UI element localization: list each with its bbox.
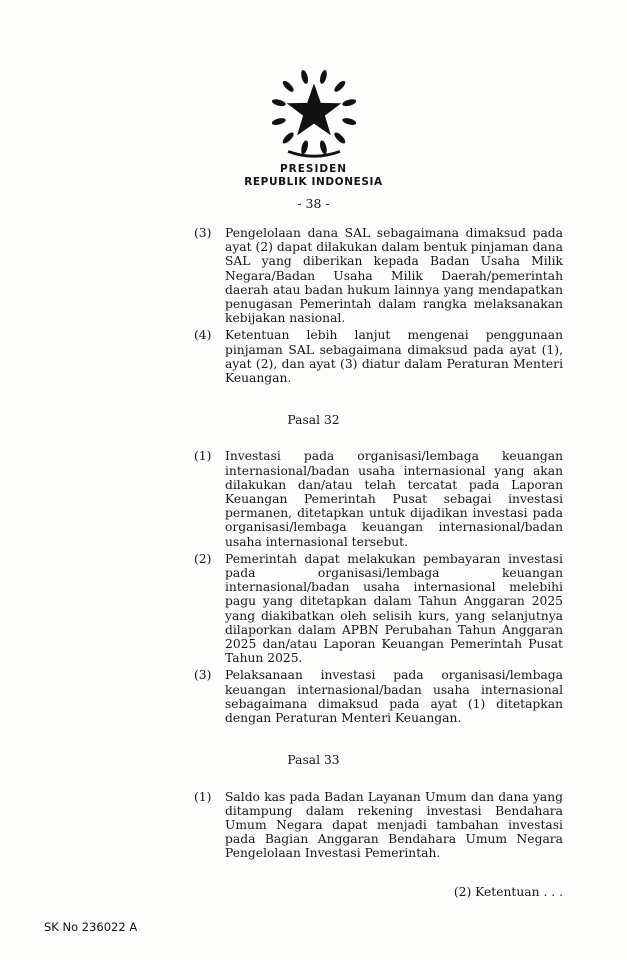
clause-number: (4) (194, 328, 212, 343)
clause-number: (3) (194, 226, 212, 240)
clause-number: (1) (194, 449, 212, 464)
document-body (0, 226, 627, 899)
continuation-marker: (2) Ketentuan . . . (453, 884, 563, 899)
presidential-seal-icon (0, 68, 627, 166)
page-number: - 38 - (297, 196, 330, 211)
clause-text: Pelaksanaan investasi pada organisasi/lembaga keuangan internasional/badan usaha internasional sebagaimana dimaksud pada ayat (1) ditetapkan dengan Peraturan Menteri Keuangan. (225, 668, 563, 726)
clause-text: Ketentuan lebih lanjut mengenai penggunaan pinjaman SAL sebagaimana dimaksud pada ayat (1), ayat (2), dan ayat (3) diatur dalam Peraturan Menteri Keuangan. (225, 328, 563, 386)
clause-text: Investasi pada organisasi/lembaga keuangan internasional/badan usaha internasional yang akan dilakukan dan/atau telah tercatat pada Laporan Keuangan Pemerintah Pusat sebagai investasi permanen, ditetapkan untuk dijadikan investasi pada organisasi/lembaga keuangan internasional/badan usaha internasional tersebut. (225, 449, 563, 549)
sk-number: SK No 236022 A (44, 920, 138, 934)
letterhead (0, 163, 627, 188)
clause-item (194, 552, 563, 666)
clause-item (194, 328, 563, 385)
clause-item (194, 449, 563, 548)
clause-number: (2) (194, 551, 212, 566)
letterhead-title: PRESIDEN (279, 163, 348, 175)
clause-number: (1) (194, 789, 212, 804)
letterhead-subtitle: REPUBLIK INDONESIA (244, 176, 383, 188)
article-heading-pasal-32: Pasal 32 (287, 413, 340, 428)
clause-item (194, 790, 563, 861)
clause-item (194, 668, 563, 725)
article-heading-pasal-33: Pasal 33 (287, 753, 340, 768)
clause-number: (3) (194, 668, 212, 683)
clause-text: Pengelolaan dana SAL sebagaimana dimaksud pada ayat (2) dapat dilakukan dalam bentuk pinjaman dana SAL yang diberikan kepada Badan Usaha Milik Negara/Badan Usaha Milik Daerah/pemerintah daerah atau badan hukum lainnya yang mendapatkan penugasan Pemerintah dalam rangka melaksanakan kebijakan nasional. (225, 226, 563, 326)
clause-text: Pemerintah dapat melakukan pembayaran investasi pada organisasi/lembaga keuangan internasional/badan usaha internasional melebihi pagu yang ditetapkan dalam Tahun Anggaran 2025 yang diakibatkan oleh selisih kurs, yang selanjutnya dilaporkan dalam APBN Perubahan Tahun Anggaran 2025 dan/atau Laporan Keuangan Pemerintah Pusat Tahun 2025. (225, 551, 563, 666)
clause-text: Saldo kas pada Badan Layanan Umum dan dana yang ditampung dalam rekening investasi Bendahara Umum Negara dapat menjadi tambahan investasi pada Bagian Anggaran Bendahara Umum Negara Pengelolaan Investasi Pemerintah. (225, 789, 563, 861)
clause-item (194, 226, 563, 325)
